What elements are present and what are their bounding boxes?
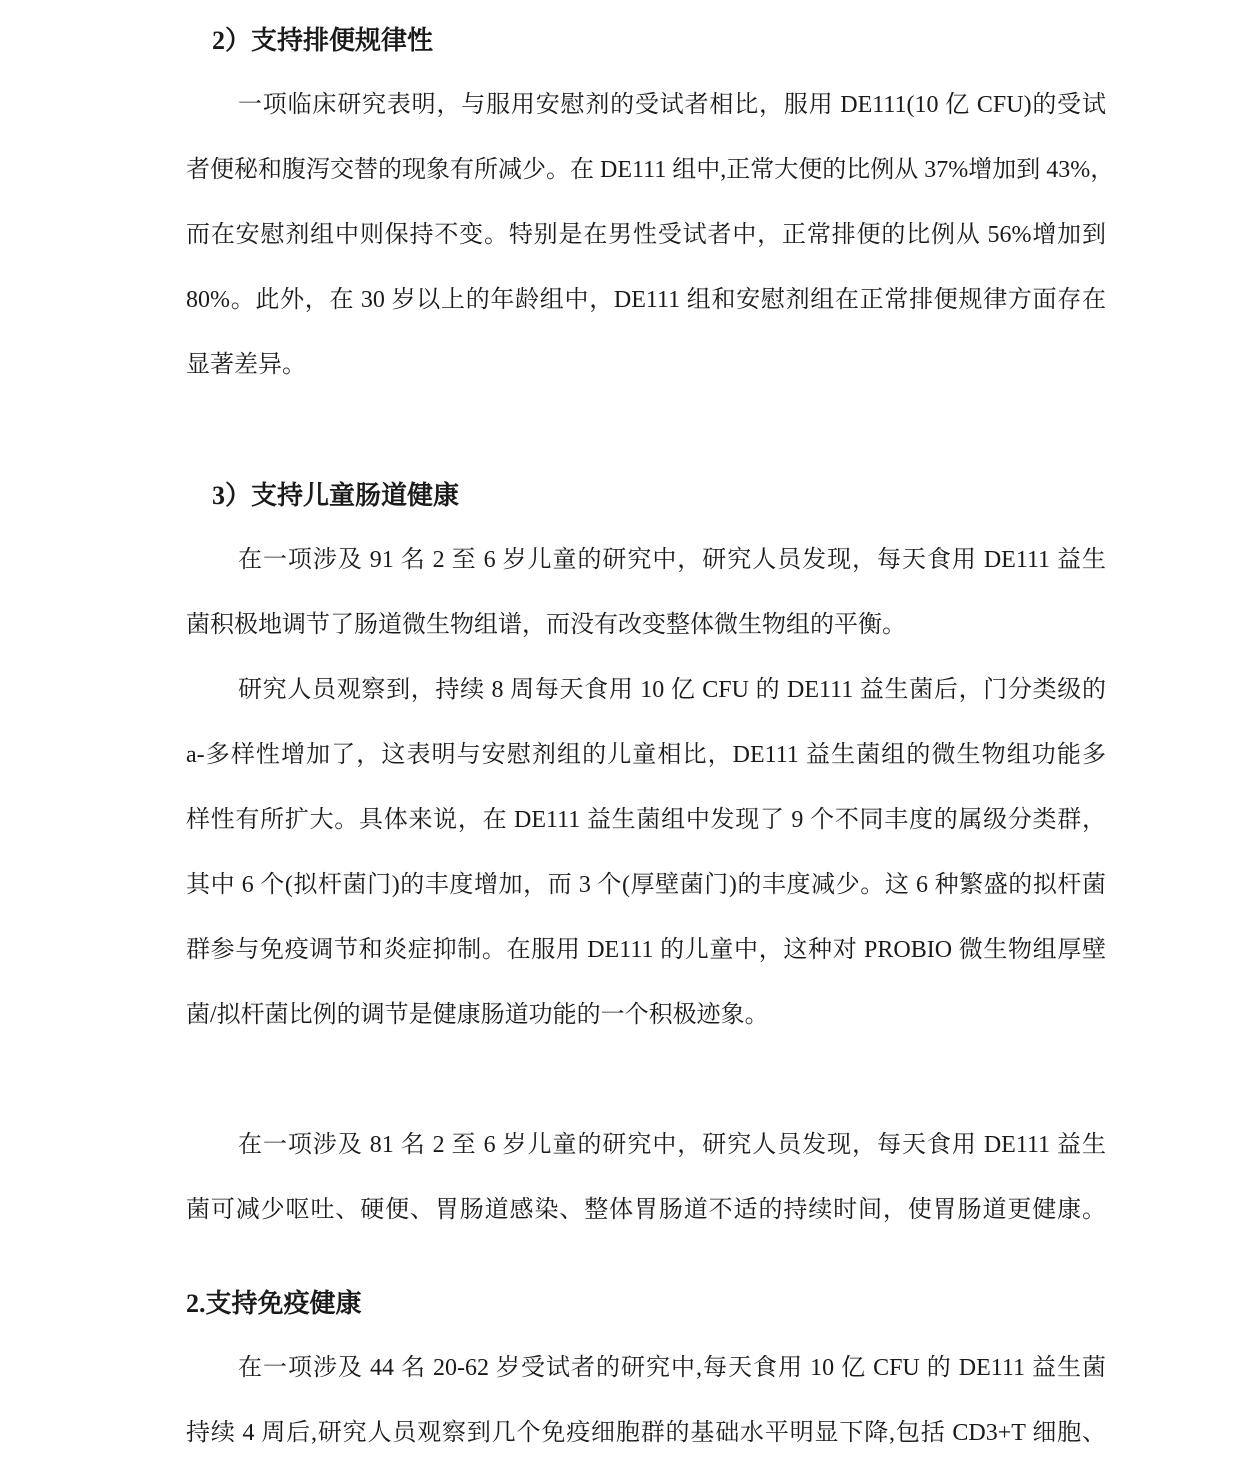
text-line: 菌积极地调节了肠道微生物组谱，而没有改变整体微生物组的平衡。 xyxy=(186,612,906,638)
para-immune xyxy=(186,1336,1240,1466)
para-children-second-study xyxy=(186,1113,1240,1243)
text-line: 样性有所扩大。具体来说，在 DE111 益生菌组中发现了 9 个不同丰度的属级分类群， xyxy=(186,807,1106,833)
text-line: 研究人员观察到，持续 8 周每天食用 10 亿 CFU 的 DE111 益生菌后，门分类级的 xyxy=(238,677,1106,703)
text-line: 者便秘和腹泻交替的现象有所减少。在 DE111 组中,正常大便的比例从 37%增加到 43%， xyxy=(186,157,1115,183)
text-line: 持续 4 周后,研究人员观察到几个免疫细胞群的基础水平明显下降,包括 CD3+T 细胞、 xyxy=(186,1420,1106,1446)
para-bowel-regularity xyxy=(186,73,1240,398)
text-line: 一项临床研究表明，与服用安慰剂的受试者相比，服用 DE111(10 亿 CFU)的受试 xyxy=(238,92,1106,118)
text-line: 其中 6 个(拟杆菌门)的丰度增加，而 3 个(厚壁菌门)的丰度减少。这 6 种繁盛的拟杆菌 xyxy=(186,872,1106,898)
text-line: 在一项涉及 81 名 2 至 6 岁儿童的研究中，研究人员发现，每天食用 DE111 益生 xyxy=(238,1132,1106,1158)
text-line: 菌可减少呕吐、硬便、胃肠道感染、整体胃肠道不适的持续时间，使胃肠道更健康。 xyxy=(186,1197,1106,1223)
heading-immune-health: 2.支持免疫健康 xyxy=(186,1289,362,1318)
text-line: 而在安慰剂组中则保持不变。特别是在男性受试者中，正常排便的比例从 56%增加到 xyxy=(186,222,1106,248)
text-line: 在一项涉及 91 名 2 至 6 岁儿童的研究中，研究人员发现，每天食用 DE111 益生 xyxy=(238,547,1106,573)
heading-bowel-regularity: 2）支持排便规律性 xyxy=(212,26,434,55)
heading-children-gut-health: 3）支持儿童肠道健康 xyxy=(212,481,460,510)
para-children-overview xyxy=(186,528,1240,658)
text-line: 80%。此外，在 30 岁以上的年龄组中，DE111 组和安慰剂组在正常排便规律方面存在 xyxy=(186,287,1106,313)
text-line: 群参与免疫调节和炎症抑制。在服用 DE111 的儿童中，这种对 PROBIO 微生物组厚壁 xyxy=(186,937,1106,963)
text-line: 在一项涉及 44 名 20-62 岁受试者的研究中,每天食用 10 亿 CFU 的 DE111 益生菌 xyxy=(238,1355,1106,1381)
text-line: 显著差异。 xyxy=(186,352,306,378)
text-line: 菌/拟杆菌比例的调节是健康肠道功能的一个积极迹象。 xyxy=(186,1002,769,1028)
para-children-detail xyxy=(186,658,1240,1048)
text-line: a-多样性增加了，这表明与安慰剂组的儿童相比，DE111 益生菌组的微生物组功能多 xyxy=(186,742,1106,768)
